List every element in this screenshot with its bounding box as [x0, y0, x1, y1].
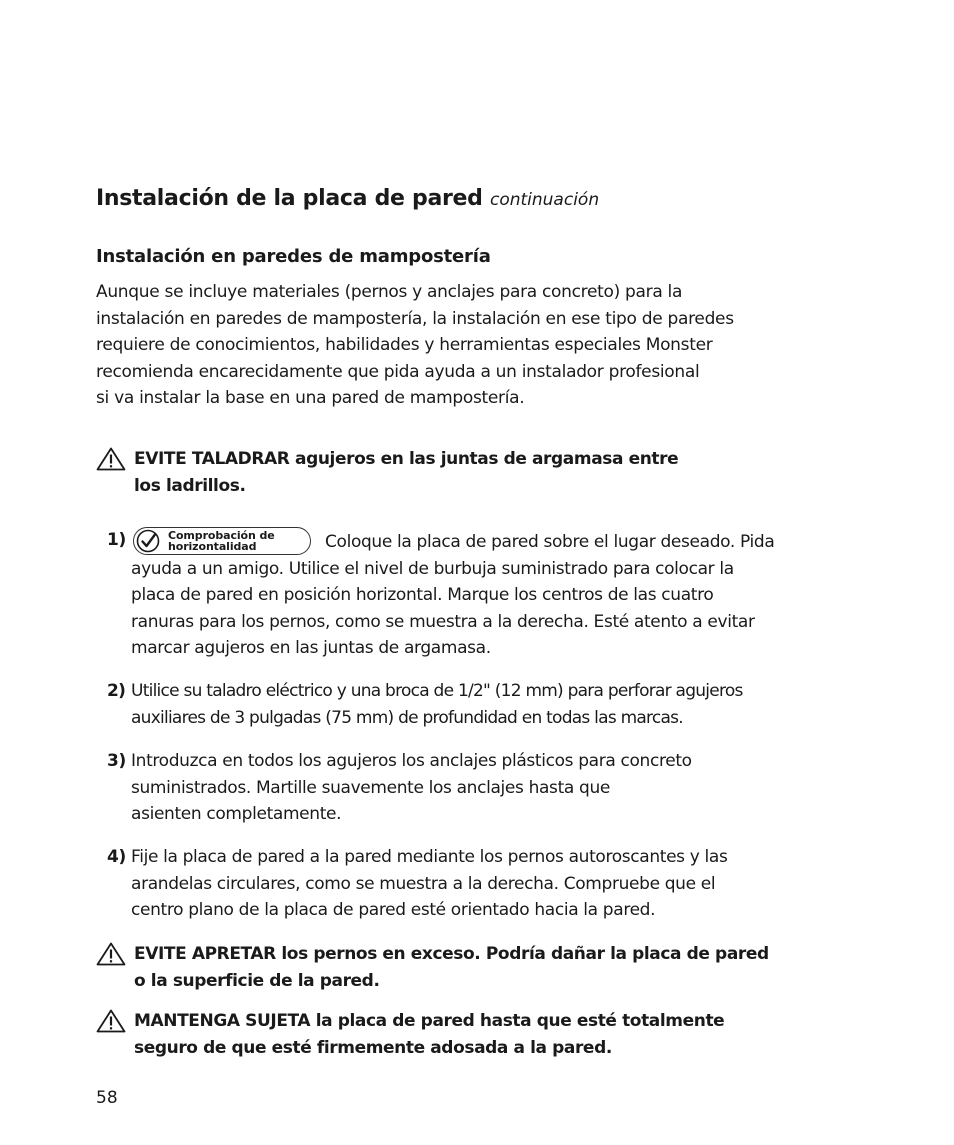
- step-line: marcar agujeros en las juntas de argamasa.: [131, 638, 491, 658]
- intro-line: requiere de conocimientos, habilidades y herramientas especiales Monster: [96, 335, 713, 355]
- step-number: 3): [107, 751, 126, 771]
- title-text: Instalación de la placa de pared: [96, 186, 483, 211]
- warning-triangle-icon: [96, 447, 126, 471]
- warning-line: MANTENGA SUJETA la placa de pared hasta que esté totalmente: [134, 1011, 725, 1031]
- intro-line: Aunque se incluye materiales (pernos y anclajes para concreto) para la: [96, 282, 683, 302]
- step-line: asienten completamente.: [131, 804, 342, 824]
- warning-triangle-icon: [96, 942, 126, 966]
- warning-line: los ladrillos.: [134, 475, 246, 496]
- step-line: auxiliares de 3 pulgadas (75 mm) de profundidad en todas las marcas.: [131, 707, 683, 728]
- step-number: 1): [107, 530, 126, 550]
- intro-line: si va instalar la base en una pared de mampostería.: [96, 388, 525, 408]
- warning-overtightening: [96, 941, 876, 994]
- step-first-line: Coloque la placa de pared sobre el lugar deseado. Pida: [325, 532, 775, 552]
- page-number: 58: [96, 1088, 118, 1108]
- step-1: [107, 527, 867, 662]
- warning-line: EVITE APRETAR los pernos en exceso. Podría dañar la placa de pared: [134, 944, 769, 964]
- warning-drilling: [96, 446, 876, 499]
- warning-hold-plate: [96, 1008, 876, 1061]
- intro-line: recomienda encarecidamente que pida ayuda a un instalador profesional: [96, 361, 700, 382]
- step-number: 4): [107, 847, 126, 867]
- warning-line: o la superficie de la pared.: [134, 970, 380, 991]
- page-title: [96, 186, 599, 211]
- badge-label-line2: horizontalidad: [168, 540, 257, 553]
- step-2: [107, 678, 867, 731]
- checkmark-circle-icon: [136, 529, 160, 553]
- section-heading: Instalación en paredes de mampostería: [96, 246, 491, 267]
- step-line: ranuras para los pernos, como se muestra a la derecha. Esté atento a evitar: [131, 611, 755, 632]
- step-line: ayuda a un amigo. Utilice el nivel de burbuja suministrado para colocar la: [131, 558, 734, 579]
- step-3: [107, 748, 867, 828]
- step-line: suministrados. Martille suavemente los anclajes hasta que: [131, 777, 610, 798]
- title-continuation: continuación: [489, 190, 600, 210]
- step-line: arandelas circulares, como se muestra a la derecha. Compruebe que el: [131, 873, 716, 894]
- step-line: placa de pared en posición horizontal. Marque los centros de las cuatro: [131, 585, 714, 605]
- warning-line: EVITE TALADRAR agujeros en las juntas de argamasa entre: [134, 449, 679, 469]
- intro-line: instalación en paredes de mampostería, la instalación en ese tipo de paredes: [96, 308, 734, 329]
- step-line: Utilice su taladro eléctrico y una broca de 1/2" (12 mm) para perforar agujeros: [131, 681, 743, 701]
- step-line: Fije la placa de pared a la pared mediante los pernos autoroscantes y las: [131, 847, 728, 867]
- warning-triangle-icon: [96, 1009, 126, 1033]
- step-line: centro plano de la placa de pared esté orientado hacia la pared.: [131, 900, 656, 920]
- intro-paragraph: [96, 279, 866, 412]
- step-number: 2): [107, 681, 126, 701]
- level-check-badge: [133, 527, 311, 555]
- step-line: [107, 527, 867, 556]
- warning-line: seguro de que esté firmemente adosada a la pared.: [134, 1037, 612, 1058]
- step-line: Introduzca en todos los agujeros los anclajes plásticos para concreto: [131, 751, 692, 771]
- badge-label-line1: Comprobación de: [168, 529, 275, 542]
- step-4: [107, 844, 867, 924]
